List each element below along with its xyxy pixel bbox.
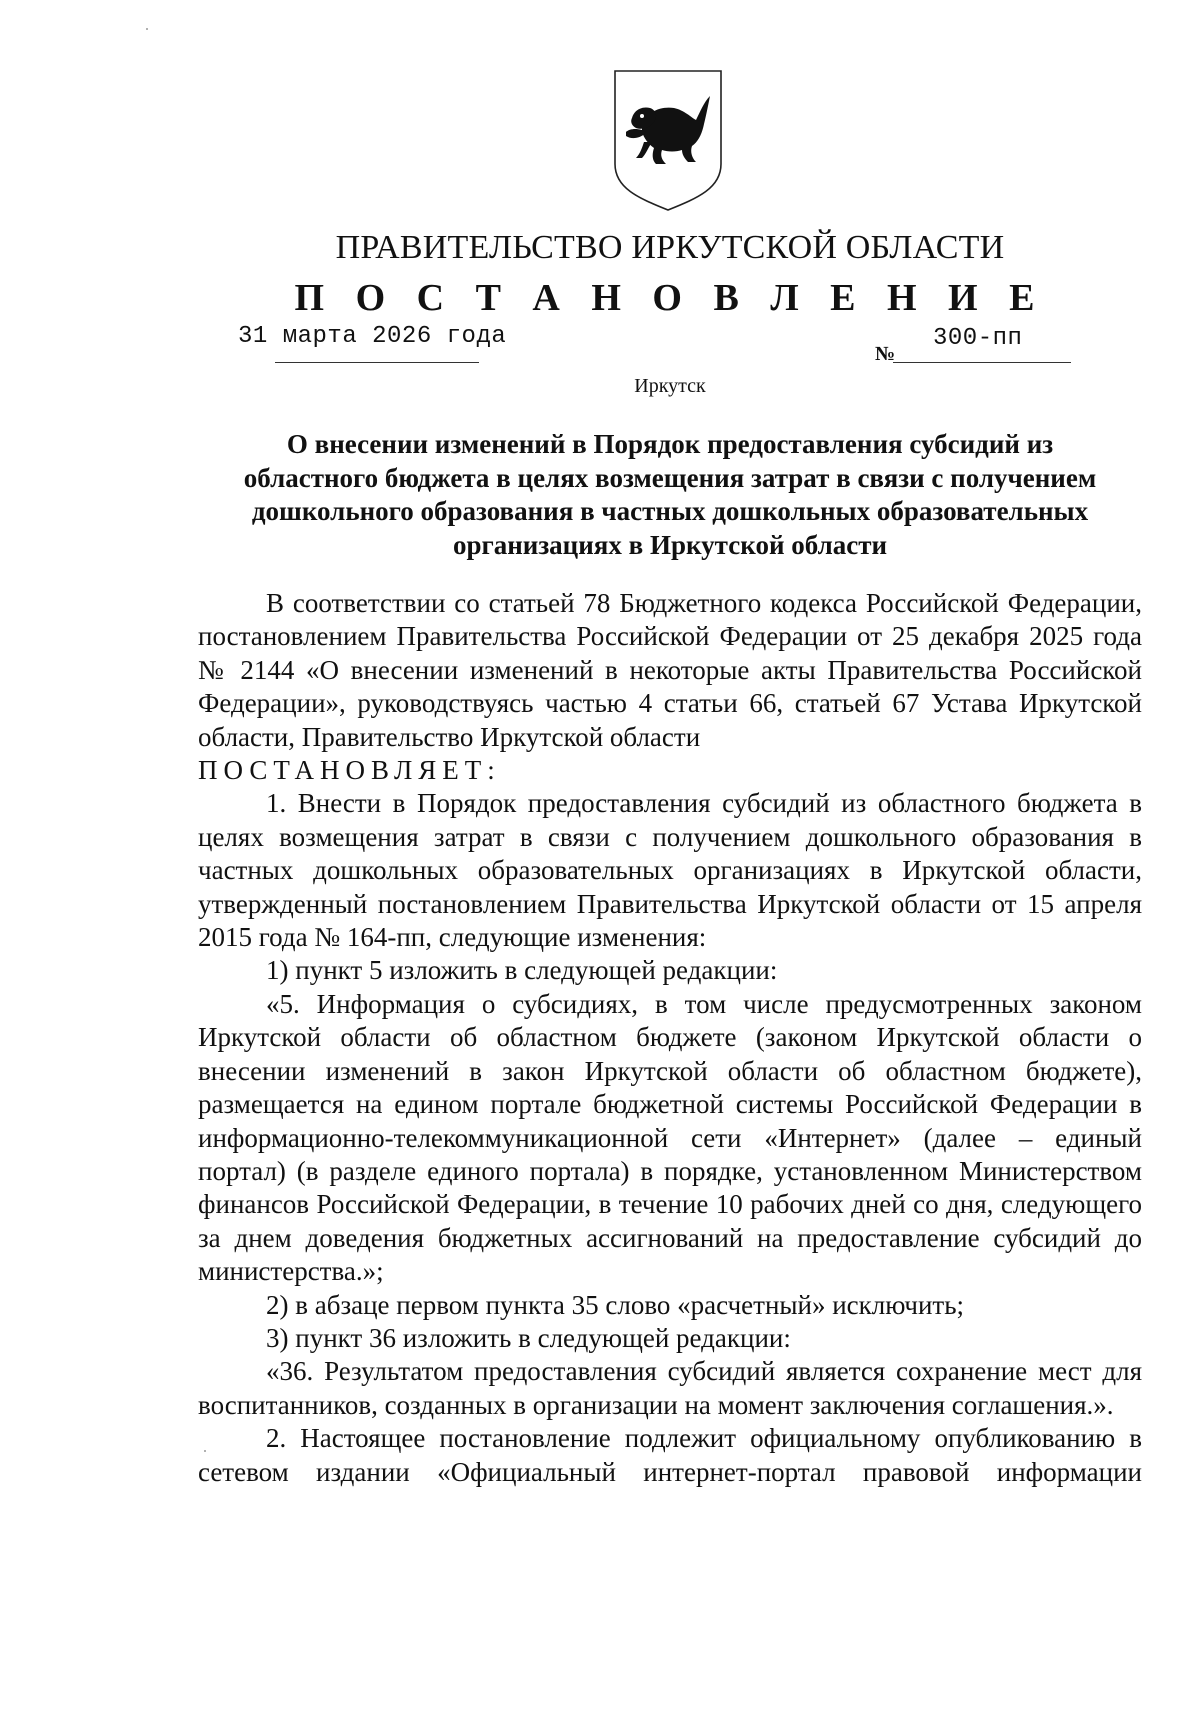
document-type: П О С Т А Н О В Л Е Н И Е	[294, 277, 1046, 319]
quote-point-36-paragraph: «36. Результатом предоставления субсидий является сохранение мест для воспитанников, созданных в организации на момент заключения соглашения.».	[198, 1356, 1142, 1420]
resolves-word: ПОСТАНОВЛЯЕТ:	[198, 755, 501, 786]
irkutsk-babr-coat-of-arms-icon	[612, 68, 724, 212]
subitem-2-paragraph: 2) в абзаце первом пункта 35 слово «расчетный» исключить;	[266, 1289, 965, 1320]
number-underline	[893, 362, 1071, 363]
subitem-1-paragraph: 1) пункт 5 изложить в следующей редакции:	[266, 955, 778, 986]
subitem-3-paragraph: 3) пункт 36 изложить в следующей редакции:	[266, 1322, 791, 1353]
quote-point-5-paragraph: «5. Информация о субсидиях, в том числе предусмотренных законом Иркутской области об областном бюджете (законом Иркутской области о внесении изменений в закон Иркутской области об областном бюджете), размещается на едином портале бюджетной системы Российской Федерации в информационно-телекоммуникационной сети «Интернет» (далее – единый портал) (в разделе единого портала) в порядке, установленном Министерством финансов Российской Федерации, в течение 10 рабочих дней со дня, следующего за днем доведения бюджетных ассигнований на предоставление субсидий до министерства.»;	[198, 988, 1142, 1287]
city-name: Иркутск	[634, 375, 706, 397]
document-title: О внесении изменений в Порядок предоставления субсидий из областного бюджета в целях возмещения затрат в связи с получением дошкольного образования в частных дошкольных образовательных организациях в Иркутской области	[243, 429, 1097, 560]
document-date: 31 марта 2026 года	[238, 323, 507, 350]
scan-speck	[204, 1450, 206, 1452]
government-name: ПРАВИТЕЛЬСТВО ИРКУТСКОЙ ОБЛАСТИ	[335, 229, 1005, 266]
item-2-paragraph: 2. Настоящее постановление подлежит официальному опубликованию в сетевом издании «Официальный интернет-портал правовой информации	[198, 1423, 1142, 1487]
date-underline	[275, 362, 479, 363]
preamble-paragraph: В соответствии со статьей 78 Бюджетного кодекса Российской Федерации, постановлением Правительства Российской Федерации от 25 декабря 2025 года № 2144 «О внесении изменений в некоторые акты Правительства Российской Федерации», руководствуясь частью 4 статьи 66, статьей 67 Устава Иркутской области, Правительство Иркутской области	[198, 588, 1142, 752]
scan-speck	[146, 28, 148, 30]
item-1-paragraph: 1. Внести в Порядок предоставления субсидий из областного бюджета в целях возмещения затрат в связи с получением дошкольного образования в частных дошкольных образовательных организациях в Иркутской области, утвержденный постановлением Правительства Иркутской области от 15 апреля 2015 года № 164-пп, следующие изменения:	[198, 788, 1142, 953]
document-body	[198, 587, 1142, 1489]
document-number: 300-пп	[933, 325, 1023, 352]
number-sign: №	[875, 343, 896, 365]
